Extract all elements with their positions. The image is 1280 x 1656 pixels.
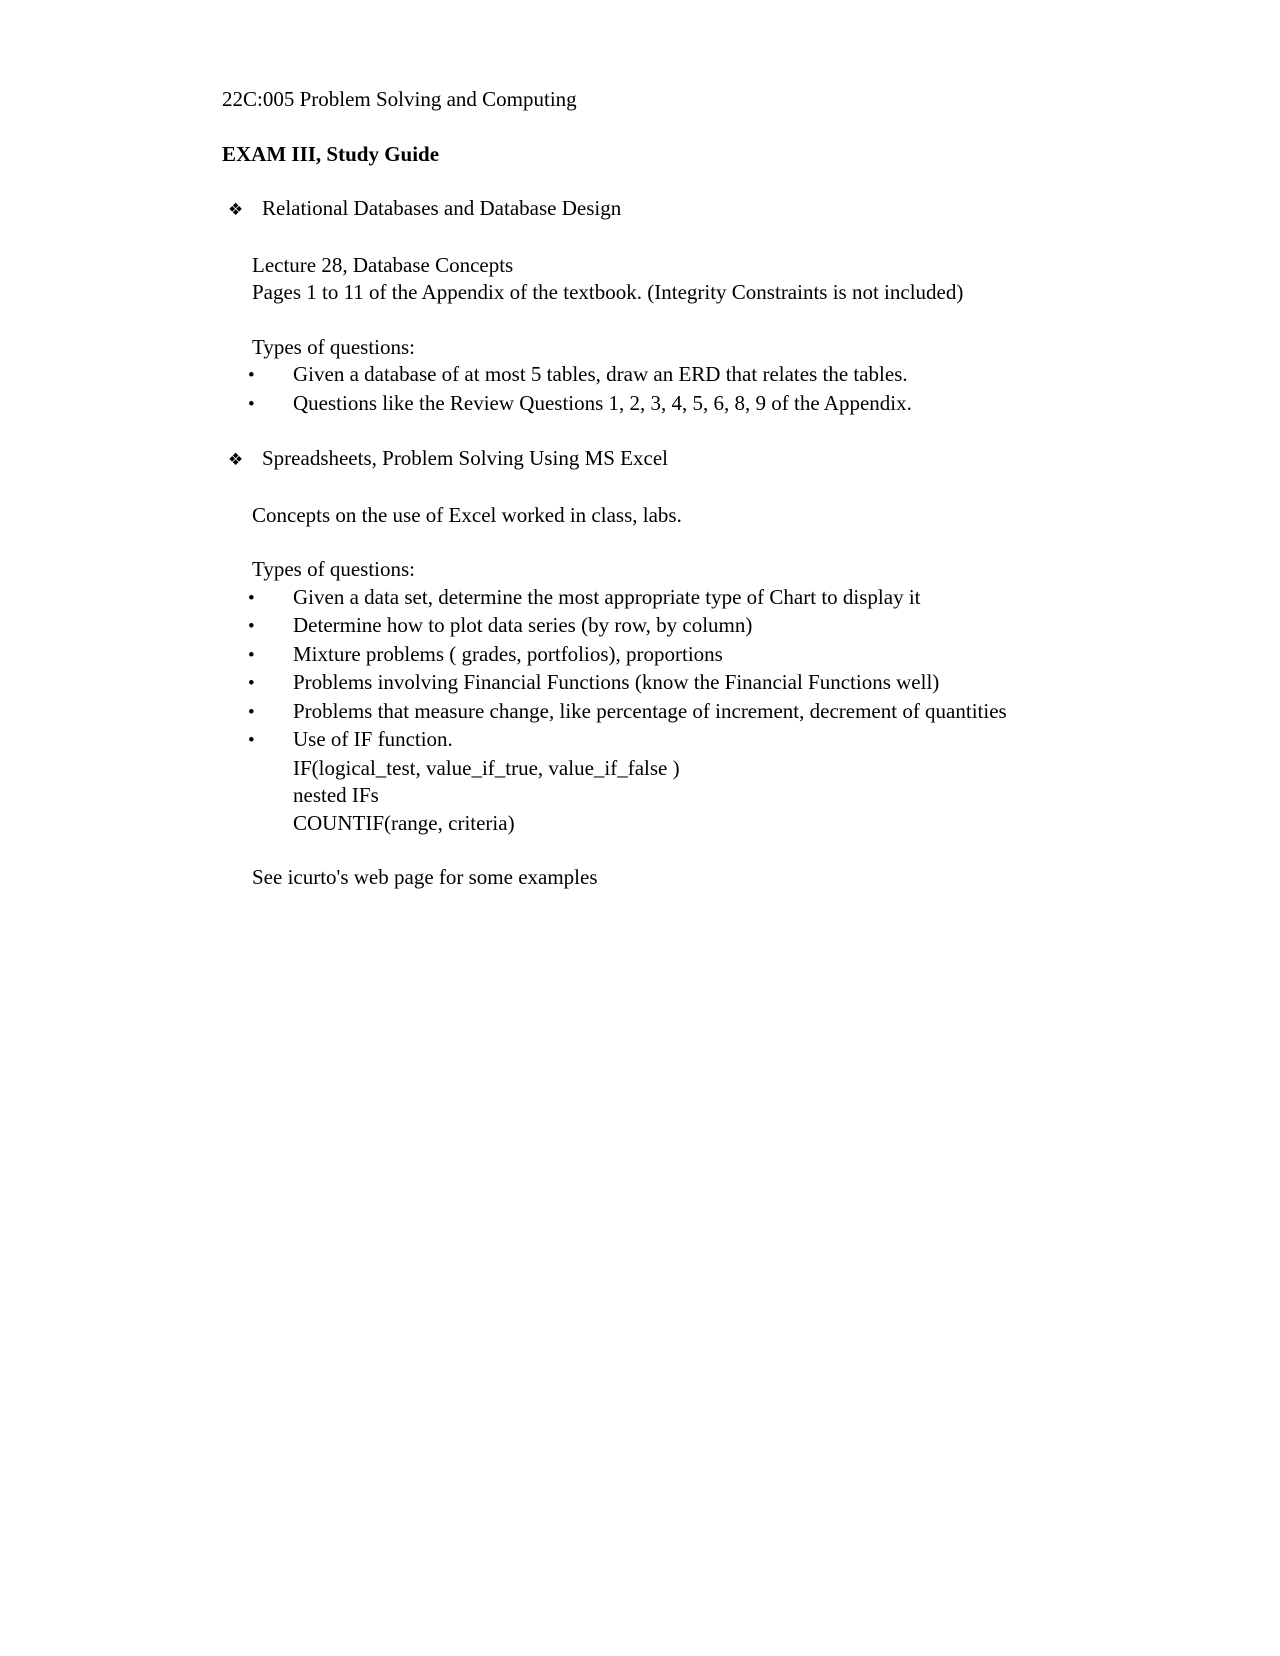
list-item-text: Use of IF function.: [293, 727, 453, 751]
list-item: [248, 669, 1190, 698]
dot-bullet-icon: •: [248, 365, 255, 386]
questions-label: Types of questions:: [252, 334, 416, 359]
list-item: [248, 390, 1190, 419]
list-item-text: Given a database of at most 5 tables, draw an ERD that relates the tables.: [293, 362, 908, 386]
list-item: [248, 584, 1190, 613]
list-item: [248, 612, 1190, 641]
nested-ifs-line: nested IFs: [293, 783, 379, 807]
list-item: [248, 641, 1190, 670]
dot-bullet-icon: •: [248, 701, 255, 723]
course-header: 22C:005 Problem Solving and Computing: [222, 87, 577, 111]
list-item: [248, 698, 1190, 727]
if-syntax-line: IF(logical_test, value_if_true, value_if_false ): [293, 755, 680, 780]
paragraph-concepts: Concepts on the use of Excel worked in class, labs.: [252, 502, 682, 527]
list-item-text: Given a data set, determine the most appropriate type of Chart to display it: [293, 584, 921, 609]
list-item: [248, 726, 1190, 755]
diamond-bullet-icon: ❖: [228, 200, 244, 220]
paragraph-lecture: Lecture 28, Database Concepts: [252, 252, 514, 277]
dot-bullet-icon: •: [248, 616, 255, 637]
list-item-text: Determine how to plot data series (by row, by column): [293, 613, 753, 637]
questions-label: Types of questions:: [252, 557, 416, 581]
footer-note: See icurto's web page for some examples: [252, 865, 598, 889]
dot-bullet-icon: •: [248, 730, 255, 751]
list-item-text: Mixture problems ( grades, portfolios), proportions: [293, 641, 723, 666]
dot-bullet-icon: •: [248, 644, 255, 666]
document-title: EXAM III, Study Guide: [222, 141, 440, 166]
dot-bullet-icon: •: [248, 587, 255, 609]
section-heading-text: Spreadsheets, Problem Solving Using MS Excel: [262, 446, 668, 470]
dot-bullet-icon: •: [248, 673, 255, 694]
countif-syntax-line: COUNTIF(range, criteria): [293, 810, 515, 835]
section-heading-spreadsheets: [228, 445, 1190, 475]
list-item-text: Problems involving Financial Functions (know the Financial Functions well): [293, 670, 940, 694]
list-item-text: Problems that measure change, like percentage of increment, decrement of quantities: [293, 698, 1007, 723]
list-item: [248, 361, 1190, 390]
diamond-bullet-icon: ❖: [228, 450, 244, 470]
section-heading-text: Relational Databases and Database Design: [262, 196, 622, 220]
section-heading-databases: [228, 195, 1190, 225]
list-item-text: Questions like the Review Questions 1, 2, 3, 4, 5, 6, 8, 9 of the Appendix.: [293, 390, 912, 415]
dot-bullet-icon: •: [248, 393, 255, 415]
paragraph-pages: Pages 1 to 11 of the Appendix of the textbook. (Integrity Constraints is not included): [252, 280, 964, 304]
